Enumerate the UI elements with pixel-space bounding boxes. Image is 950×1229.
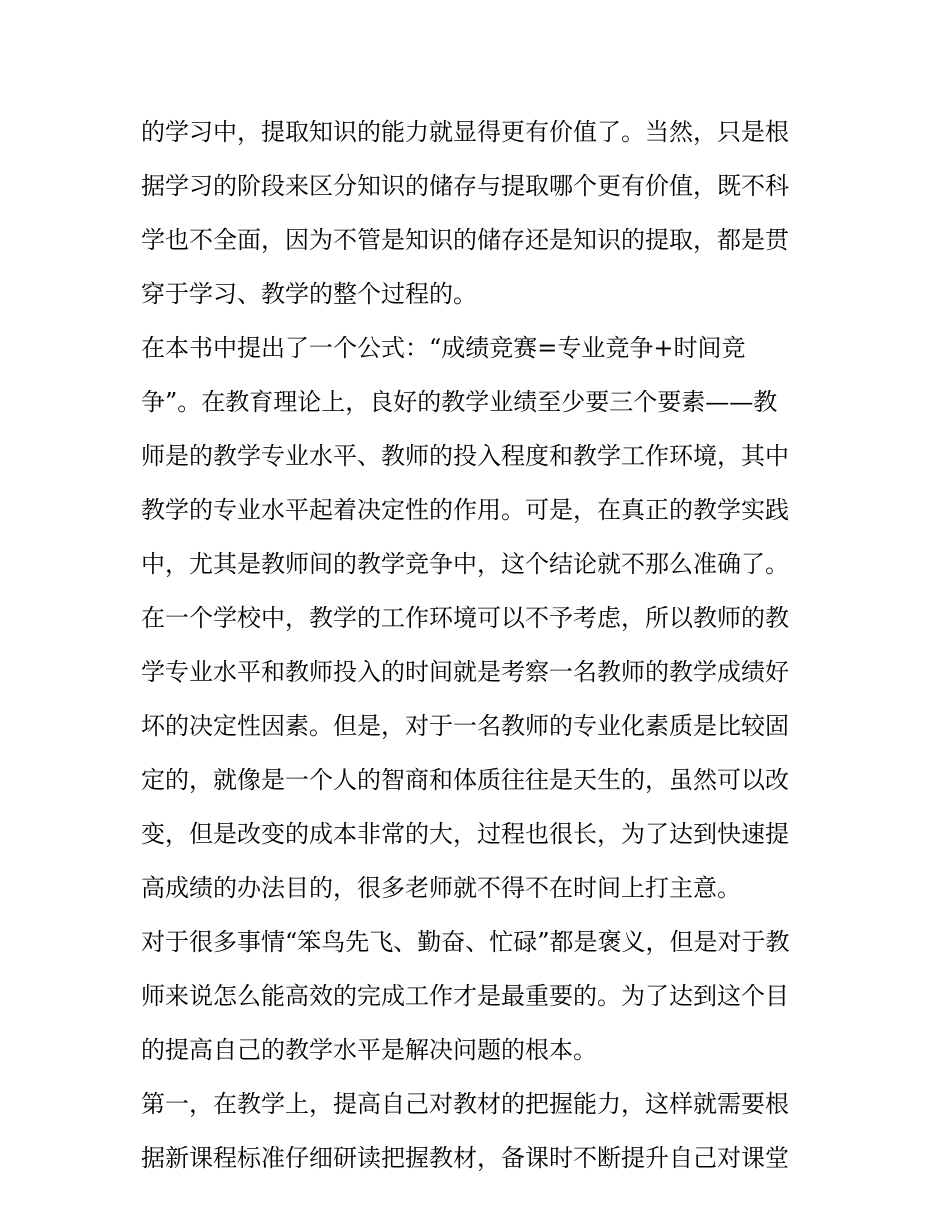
text-line: 的学习中，提取知识的能力就显得更有价值了。当然，只是根 (141, 118, 789, 146)
text-line: 在本书中提出了一个公式：“成绩竞赛=专业竞争+时间竞 (141, 334, 746, 362)
body-text (141, 105, 821, 1185)
text-line: 的提高自己的教学水平是解决问题的根本。 (141, 1036, 597, 1064)
text-line: 师来说怎么能高效的完成工作才是最重要的。为了达到这个目 (141, 982, 789, 1010)
text-line: 定的，就像是一个人的智商和体质往往是天生的，虽然可以改 (141, 766, 789, 794)
text-line: 学专业水平和教师投入的时间就是考察一名教师的教学成绩好 (141, 658, 789, 686)
text-line: 据学习的阶段来区分知识的储存与提取哪个更有价值，既不科 (141, 172, 789, 200)
text-line: 坏的决定性因素。但是，对于一名教师的专业化素质是比较固 (141, 712, 789, 740)
text-line: 穿于学习、教学的整个过程的。 (141, 280, 477, 308)
text-line: 师是的教学专业水平、教师的投入程度和教学工作环境，其中 (141, 442, 789, 470)
text-line: 在一个学校中，教学的工作环境可以不予考虑，所以教师的教 (141, 604, 789, 632)
text-line: 对于很多事情“笨鸟先飞、勤奋、忙碌”都是褒义，但是对于教 (141, 928, 790, 956)
text-line: 高成绩的办法目的，很多老师就不得不在时间上打主意。 (141, 874, 741, 902)
text-line: 学也不全面，因为不管是知识的储存还是知识的提取，都是贯 (141, 226, 789, 254)
text-line: 中，尤其是教师间的教学竞争中，这个结论就不那么准确了。 (141, 550, 789, 578)
text-line: 争”。在教育理论上，良好的教学业绩至少要三个要素——教 (141, 388, 778, 416)
text-line: 教学的专业水平起着决定性的作用。可是，在真正的教学实践 (141, 496, 789, 524)
text-line: 变，但是改变的成本非常的大，过程也很长，为了达到快速提 (141, 820, 789, 848)
text-line: 第一，在教学上，提高自己对教材的把握能力，这样就需要根 (141, 1090, 789, 1118)
text-line: 据新课程标准仔细研读把握教材，备课时不断提升自己对课堂 (141, 1144, 789, 1172)
